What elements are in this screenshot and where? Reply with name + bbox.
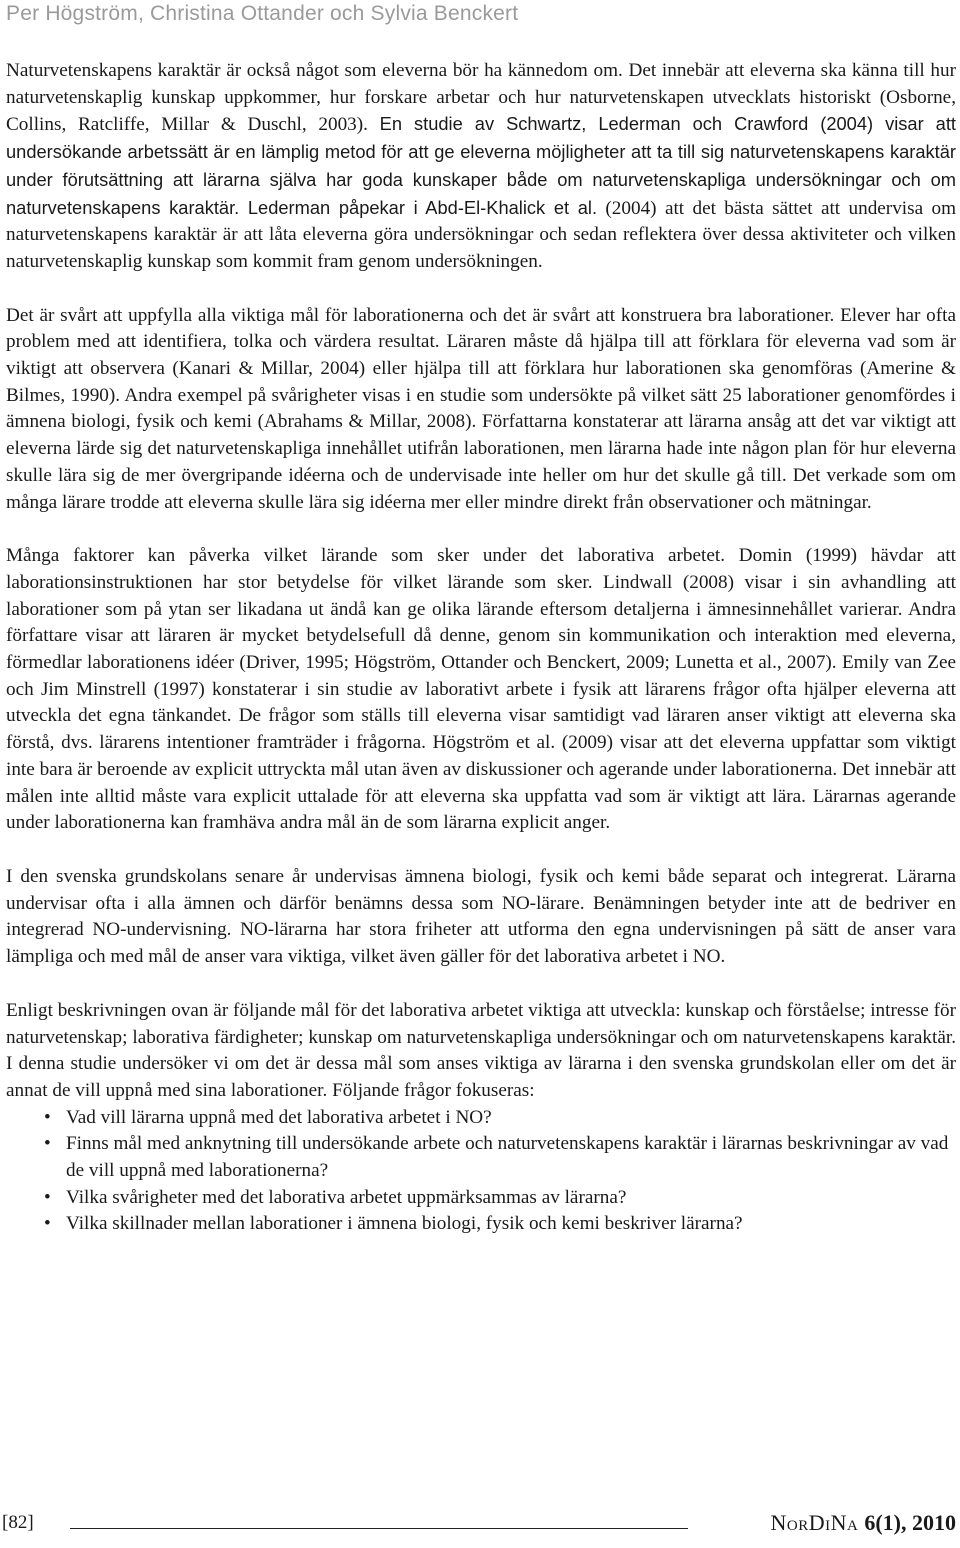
list-item: • Vilka skillnader mellan laborationer i ämnena biologi, fysik och kemi beskriver lärarna? bbox=[6, 1211, 956, 1238]
paragraph-swedish-school: I den svenska grundskolans senare år undervisas ämnena biologi, fysik och kemi både separat och integrerat. Lärarna undervisar ofta i alla ämnen och därför benämns dessa som NO-lärare. Benämningen betyder inte att de bedriver en integrerad NO-undervisning. NO-lärarna har stora friheter att utforma den egna undervisningen på sätt de anser vara lämpliga och med mål de anser vara viktiga, vilket även gäller för det laborativa arbetet i NO. bbox=[6, 865, 956, 968]
page-number: [82] bbox=[2, 1512, 34, 1533]
paragraph-1-sans-part: En studie av Schwartz, Lederman och Crawford (2004) visar att undersökande arbetssätt är en lämplig metod för att ge eleverna möjligheter att ta till sig naturvetenskapens karaktär under förutsättning att lärarna själva har goda kunskaper både om naturvetenskapliga undersökningar och om naturvetenskapens karaktär. Lederman påpekar i Abd-El-Khalick et al. bbox=[6, 113, 956, 218]
list-item: • Vilka svårigheter med det laborativa arbetet uppmärksammas av lärarna? bbox=[6, 1185, 956, 1212]
list-item: • Vad vill lärarna uppnå med det laborativa arbetet i NO? bbox=[6, 1105, 956, 1132]
running-head-authors: Per Högström, Christina Ottander och Sylvia Benckert bbox=[6, 2, 519, 25]
journal-issue: 6(1), 2010 bbox=[864, 1510, 956, 1535]
paragraph-study-aims: Enligt beskrivningen ovan är följande mål för det laborativa arbetet viktiga att utveckla: kunskap och förståelse; intresse för naturvetenskap; laborativa färdigheter; kunskap om naturvetenskapliga undersökningar och om naturvetenskapens karaktär. I denna studie undersöker vi om det är dessa mål som anses viktiga av lärarna i den svenska grundskolan eller om det är annat de vill uppnå med sina laborationer. Följande frågor fokuseras: bbox=[6, 999, 956, 1101]
body-text bbox=[6, 58, 956, 1238]
research-questions-list bbox=[6, 1105, 956, 1239]
paragraph-lab-difficulties: Det är svårt att uppfylla alla viktiga mål för laborationerna och det är svårt att konstruera bra laborationer. Elever har ofta problem med att identifiera, tolka och värdera resultat. Läraren måste då hjälpa till att förklara för eleverna vad som är viktigt att observera (Kanari & Millar, 2004) eller hjälpa till att förklara hur laborationen ska genomföras (Amerine & Bilmes, 1990). Andra exempel på svårigheter visas i en studie som undersökte på vilket sätt 25 laborationer genomfördes i ämnena biologi, fysik och kemi (Abrahams & Millar, 2008). Författarna konstaterar att lärarna ansåg att det var viktigt att eleverna lärde sig det naturvetenskapliga innehållet utifrån laborationen, men lärarna hade inte någon plan för hur eleverna skulle lära sig de mer övergripande idéerna och de undervisade inte heller om hur det skulle gå till. Det verkade som om många lärare trodde att eleverna skulle lära sig idéerna mer eller mindre direkt från observationer och mätningar. bbox=[6, 304, 956, 513]
page-footer bbox=[0, 1502, 960, 1542]
journal-name: NorDiNa bbox=[770, 1510, 859, 1535]
paragraph-nature-of-science bbox=[6, 58, 956, 276]
journal-citation bbox=[771, 1510, 956, 1536]
paragraph-1-serif-tail: (2004) att det bästa sättet att undervisa om naturvetenskapens karaktär är att låta eleverna göra undersökningar och sedan reflektera över dessa aktiviteter och vilken naturvetenskaplig kunskap som kommit fram genom undersökningen. bbox=[6, 197, 956, 272]
footer-rule bbox=[70, 1528, 688, 1529]
paragraph-learning-factors: Många faktorer kan påverka vilket lärande som sker under det laborativa arbetet. Domin (1999) hävdar att laborationsinstruktionen har stor betydelse för vilket lärande som sker. Lindwall (2008) visar i sin avhandling att laborationer som på ytan ser likadana ut ändå kan ge olika lärande eftersom detaljerna i ämnesinnehållet varierar. Andra författare visar att läraren är mycket betydelsefull då denne, genom sin kommunikation och interaktion med eleverna, förmedlar laborationens idéer (Driver, 1995; Högström, Ottander och Benckert, 2009; Lunetta et al., 2007). Emily van Zee och Jim Minstrell (1997) konstaterar i sin studie av laborativt arbete i fysik att lärarens frågor ofta hjälper eleverna att utveckla det egna tänkandet. De frågor som ställs till eleverna visar samtidigt vad läraren anser viktigt att eleverna ska förstå, dvs. lärarens intentioner framträder i frågorna. Högström et al. (2009) visar att det eleverna uppfattar som viktigt inte bara är beroende av explicit uttryckta mål utan även av diskussioner och agerande under laborationerna. Det innebär att målen inte alltid måste vara explicit uttalade för att eleverna ska uppfatta vad som är viktigt att lära. Lärarnas agerande under laborationerna kan framhäva andra mål än de som lärarna explicit anger. bbox=[6, 545, 956, 834]
list-item: • Finns mål med anknytning till undersökande arbete och naturvetenskapens karaktär i lärarnas beskrivningar av vad de vill uppnå med laborationerna? bbox=[6, 1131, 956, 1184]
paragraph-1-serif-part: Naturvetenskapens karaktär är också något som eleverna bör ha kännedom om. Det innebär att eleverna ska känna till hur naturvetenskaplig kunskap uppkommer, hur forskare arbetar och hur naturvetenskapen utvecklats historiskt (Osborne, Collins, Ratcliffe, Millar & Duschl, 2003). bbox=[6, 60, 956, 136]
